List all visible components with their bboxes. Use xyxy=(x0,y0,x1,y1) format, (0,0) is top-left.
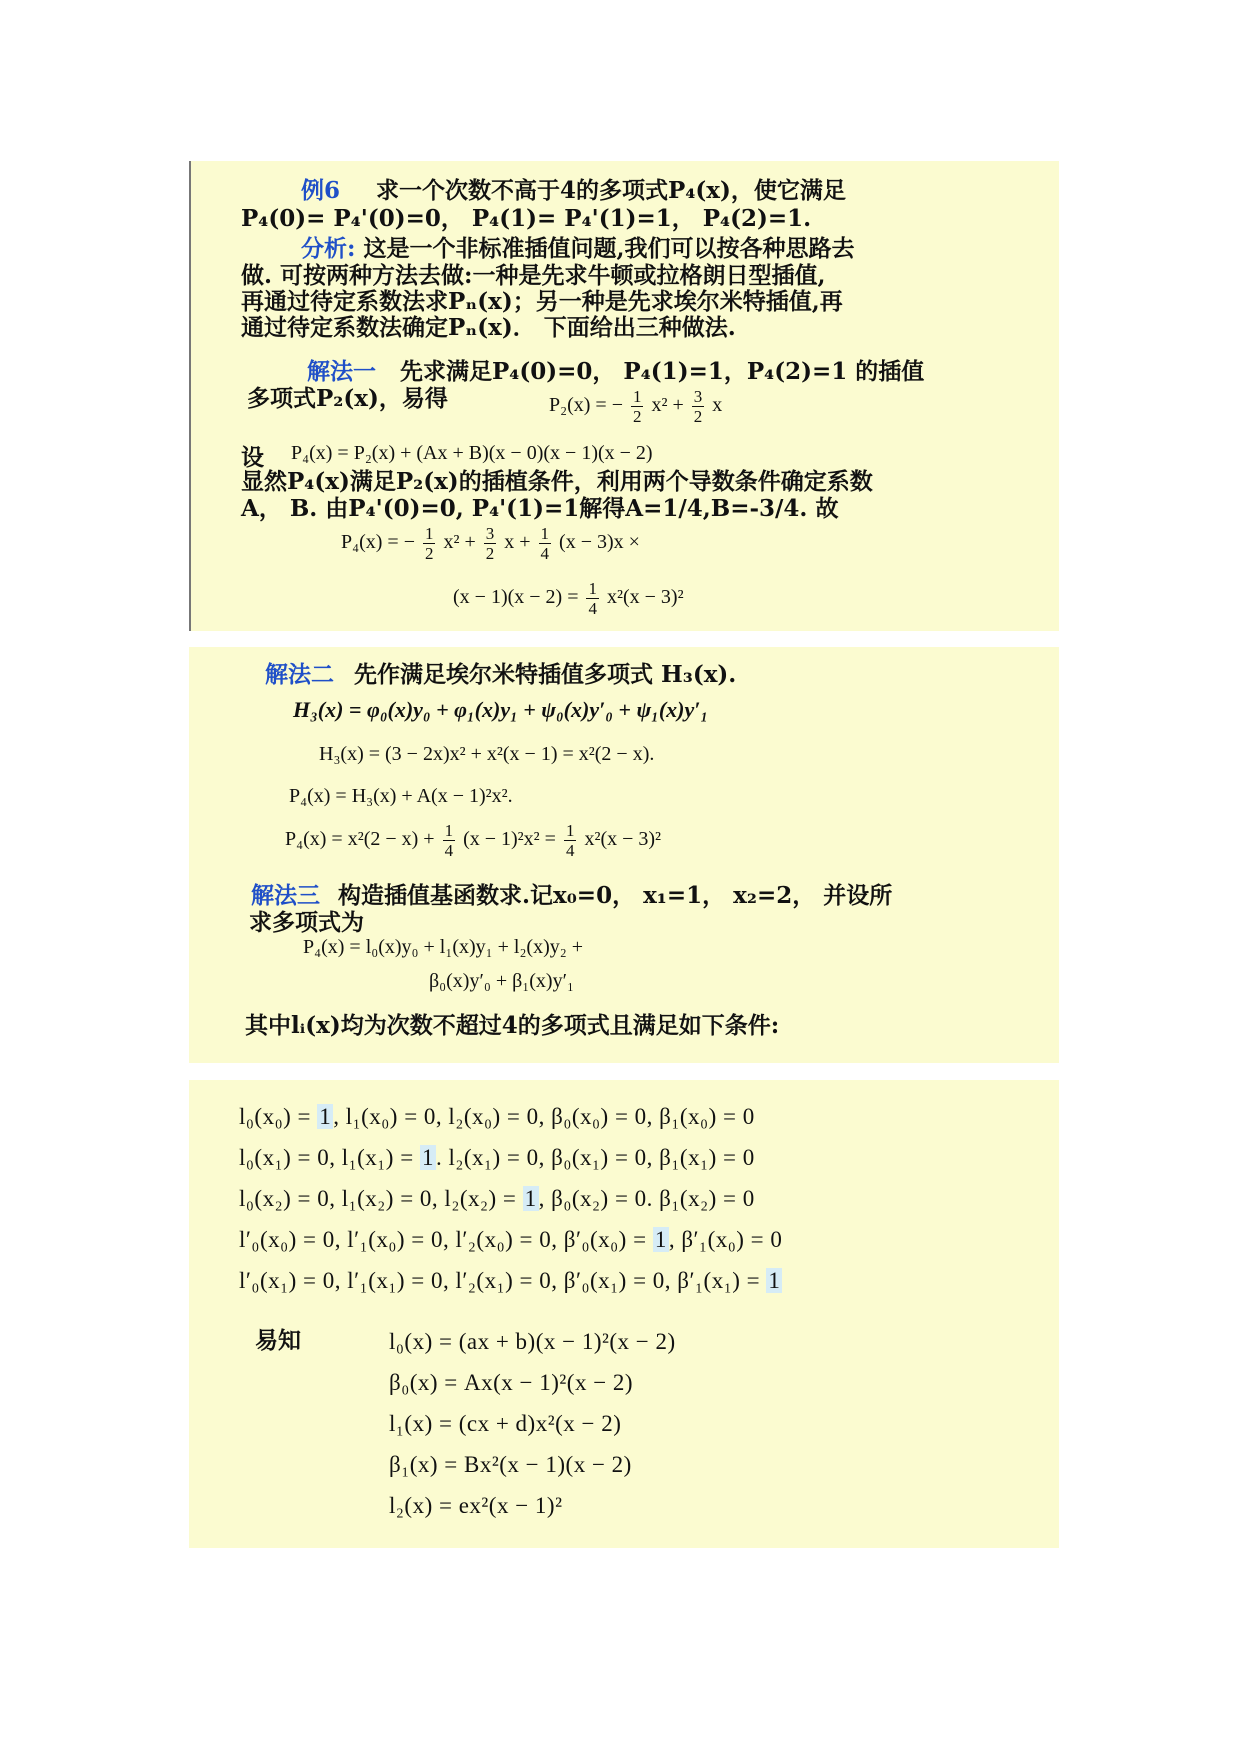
formula-p4-form: P₄(x) = P₂(x) + (Ax + B)(x − 0)(x − 1)(x − 2) xyxy=(291,442,653,464)
example-heading xyxy=(301,177,846,205)
formula-p4-result-2: (x − 1)(x − 2) = $\frac{1}{4}$ x²(x − 3)² xyxy=(453,579,684,618)
formula-h3-general: H₃(x) = φ₀(x)y₀ + φ₁(x)y₁ + ψ₀(x)y′₀ + ψ₁(x)y′₁ xyxy=(293,697,709,722)
highlight-value: 1 xyxy=(768,1268,781,1293)
solution-panel-1 xyxy=(189,161,1059,631)
method-2-heading xyxy=(265,661,736,689)
method-1-text: 先求满足P₄(0)=0， P₄(1)=1，P₄(2)=1 的插值 xyxy=(400,358,925,385)
formula-p4-result-1: P₄(x) = − $\frac{1}{2}$ x² + $\frac{3}{2}$ x + $\frac{1}{4}$ (x − 3)x × xyxy=(341,524,640,563)
analysis-text: 这是一个非标准插值问题,我们可以按各种思路去 xyxy=(363,235,855,262)
easy-to-know-label: 易知 xyxy=(255,1327,301,1354)
solution-panel-2 xyxy=(189,647,1059,1063)
formula-h3-value: H₃(x) = (3 − 2x)x² + x²(x − 1) = x²(2 − x). xyxy=(319,743,655,765)
basis-eq-beta1: β₁(x) = Bx²(x − 1)(x − 2) xyxy=(389,1452,632,1477)
example-statement: 求一个次数不高于4的多项式P₄(x)，使它满足 xyxy=(376,177,846,204)
method-3-line-2: 求多项式为 xyxy=(249,909,364,936)
let-label: 设 xyxy=(241,444,264,471)
highlight-value: 1 xyxy=(319,1104,332,1129)
analysis-line-3: 再通过待定系数法求Pₙ(x)；另一种是先求埃尔米特插值,再 xyxy=(241,288,843,315)
method-1-heading xyxy=(307,358,924,386)
conditions-line: P₄(0)= P₄'(0)=0， P₄(1)= P₄'(1)=1， P₄(2)=1. xyxy=(241,205,812,232)
highlight-value: 1 xyxy=(654,1227,667,1252)
basis-eq-l2: l₂(x) = ex²(x − 1)² xyxy=(389,1493,563,1518)
solution-panel-3 xyxy=(189,1080,1059,1548)
example-label: 例6 xyxy=(301,177,341,204)
formula-p2: P₂(x) = − $\frac{1}{2}$ x² + $\frac{3}{2}$ x xyxy=(549,387,723,426)
formula-p4-h3: P₄(x) = H₃(x) + A(x − 1)²x². xyxy=(289,785,513,807)
method-3-text: 构造插值基函数求.记x₀=0， x₁=1， x₂=2， 并设所 xyxy=(338,882,893,909)
method-3-heading xyxy=(251,882,892,910)
method-1-line-2: 多项式P₂(x)，易得 xyxy=(247,385,448,412)
method-2-label: 解法二 xyxy=(265,661,334,688)
analysis-label: 分析: xyxy=(301,235,356,262)
analysis-line-2: 做. 可按两种方法去做:一种是先求牛顿或拉格朗日型插值, xyxy=(241,262,826,289)
method-1-line-3: 显然P₄(x)满足P₂(x)的插植条件，利用两个导数条件确定系数 xyxy=(241,468,873,495)
basis-eq-beta0: β₀(x) = Ax(x − 1)²(x − 2) xyxy=(389,1370,634,1395)
condition-row-1: l₀(x₀) = 1, l₁(x₀) = 0, l₂(x₀) = 0, β₀(x₀) = 0, β₁(x₀) = 0 xyxy=(239,1104,755,1129)
method-1-label: 解法一 xyxy=(307,358,376,385)
formula-p4-basis: P₄(x) = l₀(x)y₀ + l₁(x)y₁ + l₂(x)y₂ + xyxy=(303,936,583,958)
condition-row-3: l₀(x₂) = 0, l₁(x₂) = 0, l₂(x₂) = 1, β₀(x₂) = 0. β₁(x₂) = 0 xyxy=(239,1186,755,1211)
conditions-intro: 其中lᵢ(x)均为次数不超过4的多项式且满足如下条件: xyxy=(245,1012,780,1039)
condition-row-2: l₀(x₁) = 0, l₁(x₁) = 1. l₂(x₁) = 0, β₀(x₁) = 0, β₁(x₁) = 0 xyxy=(239,1145,755,1170)
analysis-line-4: 通过待定系数法确定Pₙ(x)． 下面给出三种做法. xyxy=(241,314,736,341)
highlight-value: 1 xyxy=(524,1186,537,1211)
formula-p4-method-2: P₄(x) = x²(2 − x) + $\frac{1}{4}$ (x − 1)²x² = $\frac{1}{4}$ x²(x − 3)² xyxy=(285,821,662,860)
formula-p4-basis-2: β₀(x)y′₀ + β₁(x)y′₁ xyxy=(429,970,574,992)
condition-row-5: l′₀(x₁) = 0, l′₁(x₁) = 0, l′₂(x₁) = 0, β′₀(x₁) = 0, β′₁(x₁) = 1 xyxy=(239,1268,781,1293)
basis-eq-l0: l₀(x) = (ax + b)(x − 1)²(x − 2) xyxy=(389,1329,676,1354)
condition-row-4: l′₀(x₀) = 0, l′₁(x₀) = 0, l′₂(x₀) = 0, β′₀(x₀) = 1, β′₁(x₀) = 0 xyxy=(239,1227,783,1252)
basis-eq-l1: l₁(x) = (cx + d)x²(x − 2) xyxy=(389,1411,622,1436)
analysis-line xyxy=(301,235,855,263)
method-3-label: 解法三 xyxy=(251,882,320,909)
method-1-line-4: A， B. 由P₄'(0)=0, P₄'(1)=1解得A=1/4,B=-3/4. 故 xyxy=(241,495,839,522)
highlight-value: 1 xyxy=(421,1145,434,1170)
method-2-text: 先作满足埃尔米特插值多项式 H₃(x). xyxy=(354,661,737,688)
